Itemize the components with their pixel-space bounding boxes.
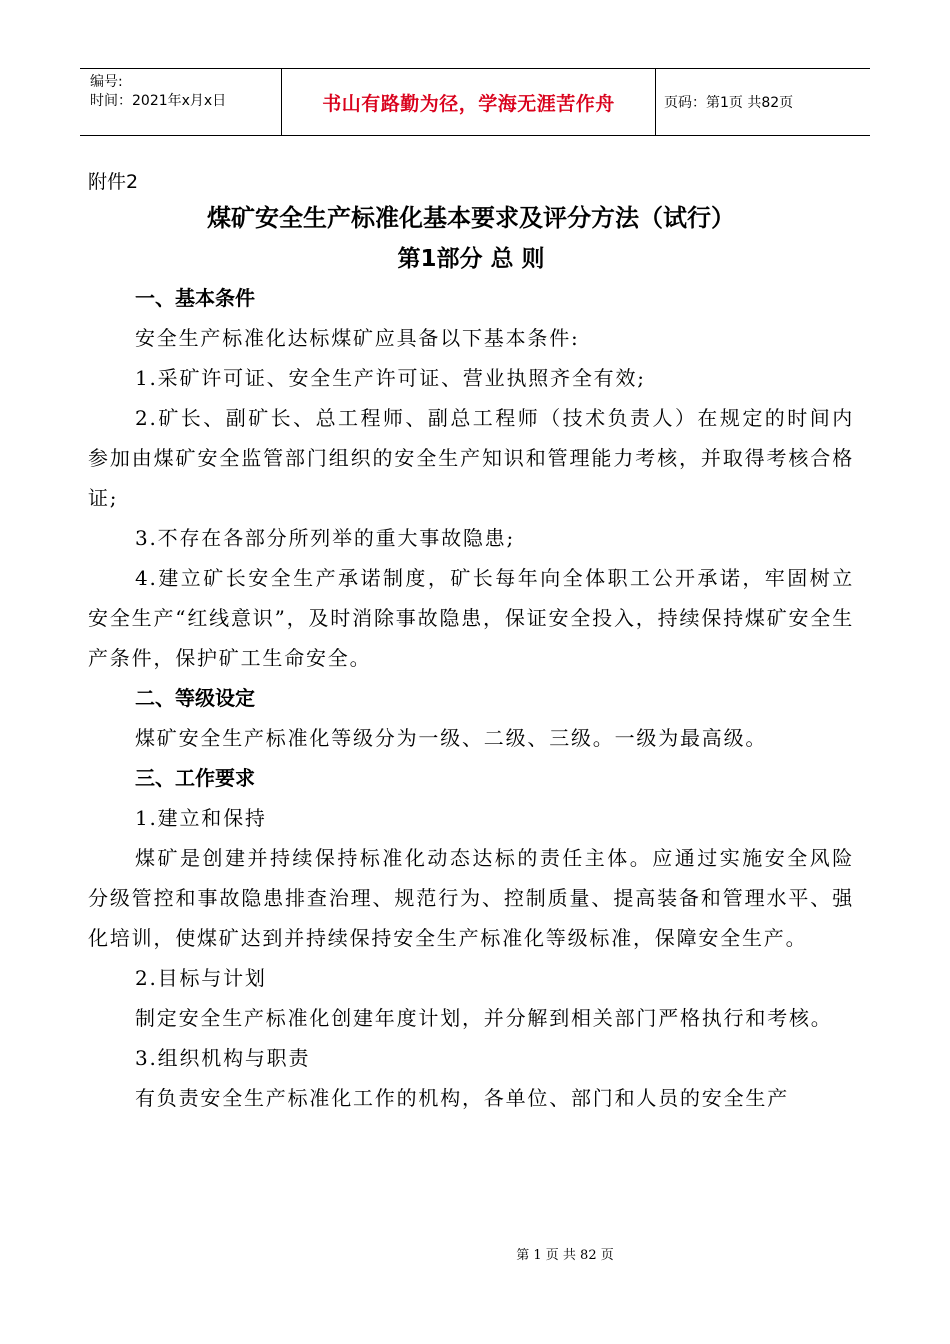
- document-number-label: 编号:: [90, 74, 123, 90]
- paragraph: 煤矿安全生产标准化等级分为一级、二级、三级。一级为最高级。: [135, 726, 768, 750]
- paragraph: 3.不存在各部分所列举的重大事故隐患;: [135, 526, 516, 550]
- section-heading: 一、基本条件: [135, 286, 255, 310]
- header-page-info: 页码：第1页 共82页: [664, 95, 794, 111]
- paragraph: 1.采矿许可证、安全生产许可证、营业执照齐全有效;: [135, 366, 646, 390]
- document-subtitle: 第1部分 总 则: [397, 246, 545, 272]
- paragraph: 3.组织机构与职责: [135, 1046, 311, 1070]
- paragraph: 有负责安全生产标准化工作的机构，各单位、部门和人员的安全生产: [135, 1086, 789, 1110]
- paragraph: 2.目标与计划: [135, 966, 267, 990]
- document-date-label: 时间：2021年x月x日: [90, 93, 227, 109]
- document-title: 煤矿安全生产标准化基本要求及评分方法（试行）: [207, 204, 735, 232]
- attachment-label: 附件2: [88, 171, 139, 193]
- footer-page-number: 第 1 页 共 82 页: [516, 1248, 614, 1263]
- paragraph: 安全生产标准化达标煤矿应具备以下基本条件:: [135, 326, 580, 350]
- paragraph: 制定安全生产标准化创建年度计划，并分解到相关部门严格执行和考核。: [135, 1006, 833, 1030]
- paragraph: 煤矿是创建并持续保持标准化动态达标的责任主体。应通过实施安全风险分级管控和事故隐患排查治理、规范行为、控制质量、提高装备和管理水平、强化培训，使煤矿达到并持续保持安全生产标准化等级标准，保障安全生产。: [88, 846, 854, 950]
- section-heading: 三、工作要求: [135, 766, 255, 790]
- page-footer: [0, 1244, 950, 1263]
- header-meta: [80, 69, 282, 135]
- document-header: [80, 68, 870, 136]
- paragraph: 1.建立和保持: [135, 806, 267, 830]
- paragraph: 4.建立矿长安全生产承诺制度，矿长每年向全体职工公开承诺，牢固树立安全生产“红线意识”，及时消除事故隐患，保证安全投入，持续保持煤矿安全生产条件，保护矿工生命安全。: [88, 566, 854, 670]
- document-body: [88, 168, 854, 1118]
- header-motto: 书山有路勤为径，学海无涯苦作舟: [282, 69, 656, 135]
- paragraph: 2.矿长、副矿长、总工程师、副总工程师（技术负责人）在规定的时间内参加由煤矿安全监管部门组织的安全生产知识和管理能力考核，并取得考核合格证;: [88, 406, 854, 510]
- section-heading: 二、等级设定: [135, 686, 255, 710]
